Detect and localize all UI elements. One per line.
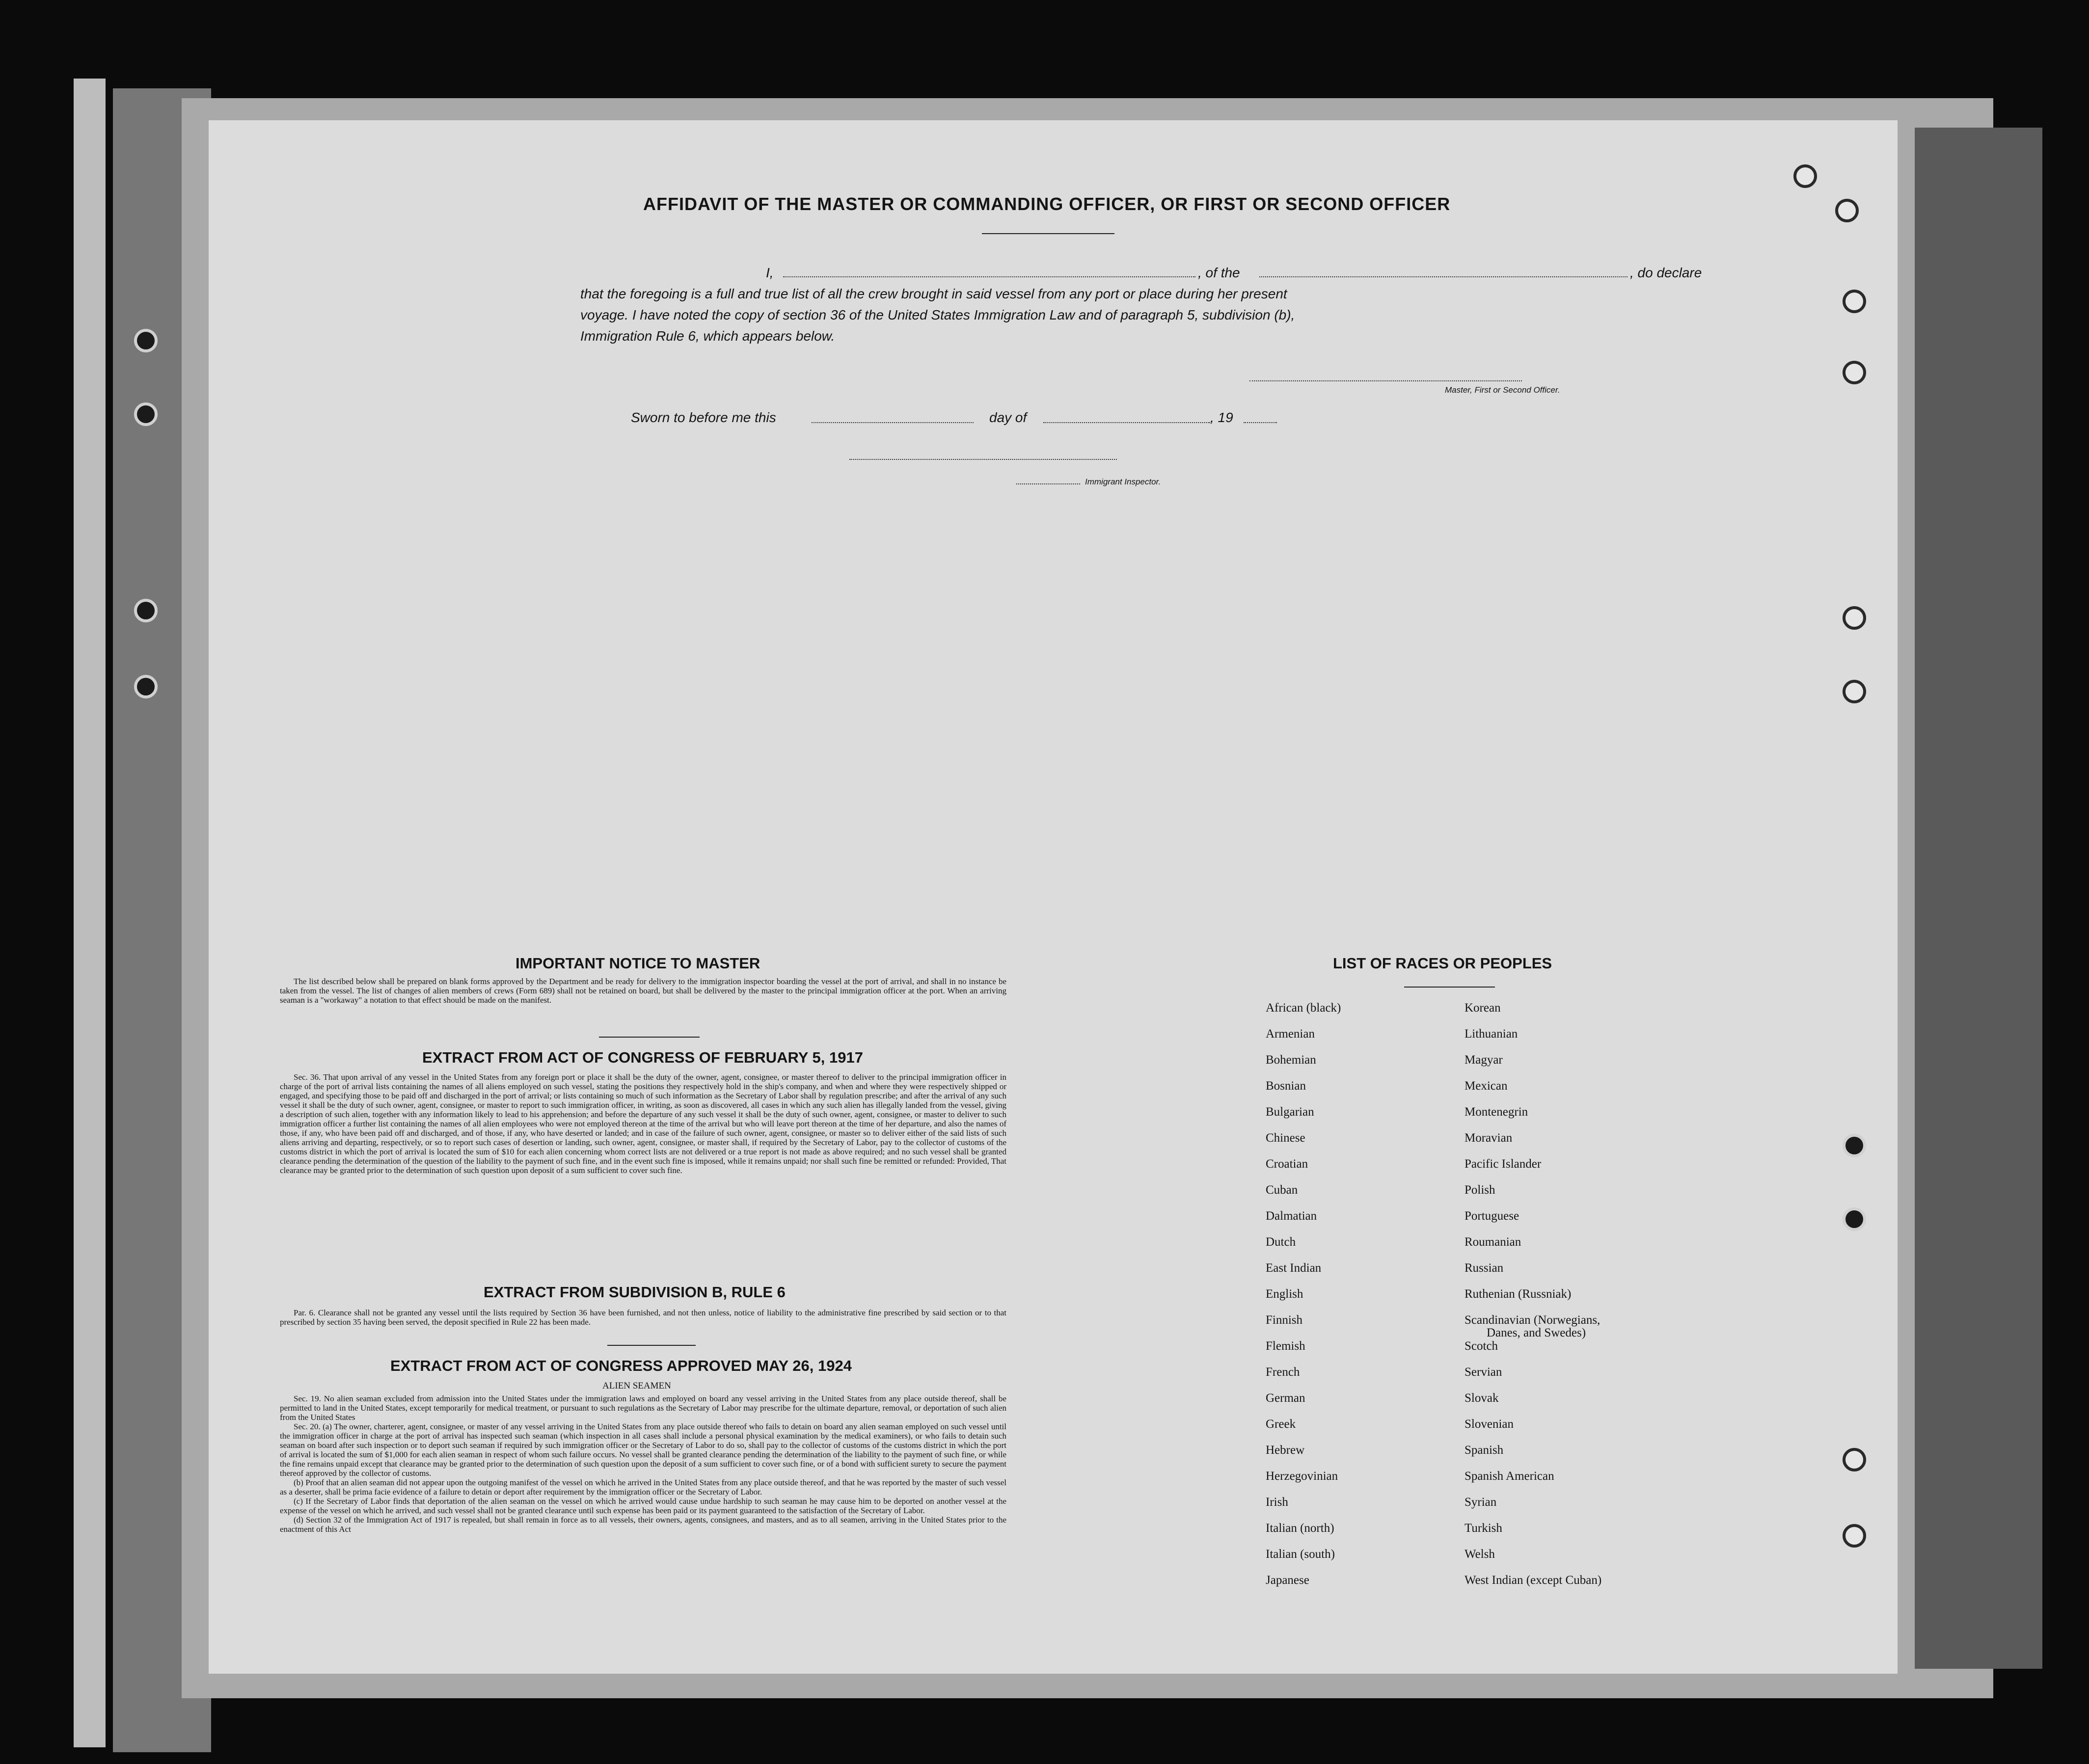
vessel-blank[interactable] xyxy=(1259,276,1628,277)
race-item: Japanese xyxy=(1266,1574,1309,1587)
divider xyxy=(982,233,1114,234)
punch-hole xyxy=(1843,1207,1866,1231)
affidavit-line4: Immigration Rule 6, which appears below. xyxy=(580,328,835,344)
race-item: Croatian xyxy=(1266,1157,1308,1171)
race-item: Irish xyxy=(1266,1496,1288,1509)
race-item: East Indian xyxy=(1266,1261,1322,1275)
binder-strip xyxy=(74,79,106,1747)
punch-hole xyxy=(1843,1134,1866,1157)
race-item: Scotch xyxy=(1465,1339,1498,1353)
punch-hole xyxy=(1843,290,1866,313)
divider xyxy=(1404,987,1495,988)
act1924-sec19: Sec. 19. No alien seaman excluded from admission into the United States under the immigration laws and employed on board any vessel arriving in the United States from any place outside thereof, shall be permitted to land in the United States, except temporarily for medical treatment, or pursuant to such regulations as the Secretary of Labor may prescribe for the ultimate departure, removal, or deportation of such alien from the United States xyxy=(280,1394,1006,1422)
race-item: Italian (north) xyxy=(1266,1522,1334,1535)
subdivision-b-text xyxy=(280,1308,1006,1327)
race-item: English xyxy=(1266,1287,1303,1301)
act1917-paragraph: Sec. 36. That upon arrival of any vessel in the United States from any foreign port or place it shall be the duty of the owner, agent, consignee, or master thereof to deliver to the principal immigration officer in charge of the port of arrival lists containing the names of all aliens employed on such vessel, stating the positions they respectively hold in the ship's company, and when and where they were respectively shipped or engaged, and specifying those to be paid off and discharged in the port of arrival; or lists containing so much of such information as the Secretary of Labor shall by regulation prescribe; and after the arrival of any such vessel it shall be the duty of such owner, agent, consignee, or master to report to such immigration officer, in writing, as soon as discovered, all cases in which any such alien has illegally landed from the vessel, giving a description of such alien, together with any information likely to lead to his apprehension; and before the departure of any such vessel it shall be the duty of such owner, agent, consignee, or master to deliver to such immigration officer a further list containing the names of all alien employees who were not employed thereon at the time of the arrival but who will leave port thereon at the time of her departure, and also the names of those, if any, who have been paid off and discharged, and of those, if any, who have deserted or landed; and in case of the failure of such owner, agent, consignee, or master so to deliver either of the said lists of such aliens arriving and departing, respectively, or so to report such cases of desertion or landing, such owner, agent, consignee, or master shall, if required by the Secretary of Labor, pay to the collector of customs of the customs district in which the port of arrival is located the sum of $10 for each alien concerning whom correct lists are not delivered or a true report is not made as above required; and no such vessel shall be granted clearance pending the determination of the question of the liability to the payment of such fine, and in the event such fine is imposed, while it remains unpaid; nor shall such fine be remitted or refunded: Provided, That clearance may be granted prior to the determination of such question upon deposit of a sum sufficient to cover such fine. xyxy=(280,1072,1006,1175)
notice-text xyxy=(280,977,1006,1005)
race-item: Pacific Islander xyxy=(1465,1157,1542,1171)
race-item: Slovak xyxy=(1465,1391,1499,1405)
manifest-page xyxy=(209,120,1898,1674)
race-item: Polish xyxy=(1465,1183,1495,1197)
inspector-caption: Immigrant Inspector. xyxy=(1085,477,1161,486)
inspector-blank-short xyxy=(1016,483,1080,484)
punch-hole xyxy=(1843,680,1866,703)
year-blank[interactable] xyxy=(1244,422,1277,423)
binder-hole xyxy=(134,599,158,622)
race-item: German xyxy=(1266,1391,1305,1405)
affidavit-of-the: , of the xyxy=(1198,265,1240,280)
binder-hole xyxy=(134,329,158,352)
race-item: West Indian (except Cuban) xyxy=(1465,1574,1602,1587)
race-item: Hebrew xyxy=(1266,1443,1305,1457)
race-item: Syrian xyxy=(1465,1496,1497,1509)
race-item: Bulgarian xyxy=(1266,1105,1314,1119)
race-item: Chinese xyxy=(1266,1131,1305,1145)
race-item: Slovenian xyxy=(1465,1417,1514,1431)
punch-hole xyxy=(1793,164,1817,188)
affidavit-line2: that the foregoing is a full and true list of all the crew brought in said vessel from any port or place during her present xyxy=(580,286,1287,301)
act1917-text xyxy=(280,1072,1006,1175)
race-item: Herzegovinian xyxy=(1266,1470,1338,1483)
race-item: Turkish xyxy=(1465,1522,1502,1535)
affidavit-do-declare: , do declare xyxy=(1630,265,1702,280)
race-item: Scandinavian (Norwegians, xyxy=(1465,1313,1601,1327)
sworn-prefix: Sworn to before me this xyxy=(631,410,776,425)
race-item: Lithuanian xyxy=(1465,1027,1518,1041)
act1924-sec20d: (d) Section 32 of the Immigration Act of 1917 is repealed, but shall remain in force as to all vessels, their owners, agents, consignees, and masters, and as to all seamen, arriving in the United States prior to the enactment of this Act xyxy=(280,1515,1006,1534)
month-blank[interactable] xyxy=(1043,422,1210,423)
race-item: Montenegrin xyxy=(1465,1105,1528,1119)
punch-hole xyxy=(1835,199,1859,222)
race-item: Roumanian xyxy=(1465,1235,1521,1249)
sworn-day-of: day of xyxy=(989,410,1027,425)
race-item: Mexican xyxy=(1465,1079,1508,1093)
race-item: Italian (south) xyxy=(1266,1548,1335,1561)
punch-hole xyxy=(1843,361,1866,384)
signature-blank[interactable] xyxy=(1249,380,1522,381)
punch-hole xyxy=(1843,1524,1866,1548)
binder-hole xyxy=(134,402,158,426)
race-item: Spanish xyxy=(1465,1443,1504,1457)
notice-title: IMPORTANT NOTICE TO MASTER xyxy=(515,955,760,972)
signature-caption: Master, First or Second Officer. xyxy=(1445,385,1560,395)
act1917-title: EXTRACT FROM ACT OF CONGRESS OF FEBRUARY 5, 1917 xyxy=(422,1049,863,1066)
notice-paragraph: The list described below shall be prepared on blank forms approved by the Department and be ready for delivery to the immigration inspector boarding the vessel at the port of arrival, and shall in no instance be taken from the vessel. The list of changes of alien members of crews (Form 689) shall not be retained on board, but shall be delivered by the master to the principal immigration officer at the port. When an arriving seaman is a "workaway" a notation to that effect should be made on the manifest. xyxy=(280,977,1006,1005)
act1924-sec20a: Sec. 20. (a) The owner, charterer, agent, consignee, or master of any vessel arriving in the United States from any place outside thereof who fails to detain on board any alien seaman employed on such vessel until the immigration officer in charge at the port of arrival has inspected such seaman (which inspection in all cases shall include a personal physical examination by the medical examiners), or who fails to detain such seaman on board after such inspection or to deport such seaman if required by such immigration officer or the Secretary of Labor to do so, shall pay to the collector of customs of the customs district in which the port of arrival is located the sum of $1,000 for each alien seaman in respect of whom such failure occurs. No vessel shall be granted clearance pending the determination of the liability to the payment of such fine, or while the fine remains unpaid except that clearance may be granted prior to the determination of such question upon the deposit of a sum sufficient to cover such fine, or of a bond with sufficient surety to secure the payment thereof approved by the collector of customs. xyxy=(280,1422,1006,1478)
affidavit-title: AFFIDAVIT OF THE MASTER OR COMMANDING OFFICER, OR FIRST OR SECOND OFFICER xyxy=(643,194,1451,214)
race-item: Spanish American xyxy=(1465,1470,1554,1483)
race-item: French xyxy=(1266,1365,1300,1379)
sworn-year: , 19 xyxy=(1210,410,1233,425)
act1924-subtitle: ALIEN SEAMEN xyxy=(602,1381,671,1391)
race-item-continuation: Danes, and Swedes) xyxy=(1487,1326,1586,1339)
race-item: Finnish xyxy=(1266,1313,1303,1327)
race-item: Dutch xyxy=(1266,1235,1296,1249)
race-item: Dalmatian xyxy=(1266,1209,1317,1223)
race-item: Cuban xyxy=(1266,1183,1298,1197)
race-item: Greek xyxy=(1266,1417,1296,1431)
affidavit-line3: voyage. I have noted the copy of section 36 of the United States Immigration Law and of paragraph 5, subdivision (b), xyxy=(580,307,1295,322)
punch-hole xyxy=(1843,1448,1866,1471)
races-title: LIST OF RACES OR PEOPLES xyxy=(1333,955,1552,972)
page-shadow xyxy=(1915,128,2042,1669)
act1924-title: EXTRACT FROM ACT OF CONGRESS APPROVED MAY 26, 1924 xyxy=(390,1357,852,1374)
day-blank[interactable] xyxy=(812,422,974,423)
race-item: Welsh xyxy=(1465,1548,1495,1561)
act1924-sec20c: (c) If the Secretary of Labor finds that deportation of the alien seaman on the vessel on which he arrived would cause undue hardship to such seaman he may cause him to be deported on another vessel at the expense of the vessel on which he arrived, and such vessel shall not be granted clearance until such expense has been paid or its payment guaranteed to the satisfaction of the Secretary of Labor. xyxy=(280,1497,1006,1515)
race-item: Magyar xyxy=(1465,1053,1503,1067)
name-blank[interactable] xyxy=(783,276,1195,277)
subdivision-b-paragraph: Par. 6. Clearance shall not be granted any vessel until the lists required by Section 36 have been furnished, and not then unless, notice of liability to the administrative fine prescribed by said section or to that prescribed by section 35 having been served, the deposit specified in Rule 22 has been made. xyxy=(280,1308,1006,1327)
race-item: Ruthenian (Russniak) xyxy=(1465,1287,1572,1301)
race-item: Servian xyxy=(1465,1365,1502,1379)
race-item: Bosnian xyxy=(1266,1079,1306,1093)
race-item: Armenian xyxy=(1266,1027,1315,1041)
race-item: Flemish xyxy=(1266,1339,1305,1353)
binder-hole xyxy=(134,675,158,698)
subdivision-b-title: EXTRACT FROM SUBDIVISION B, RULE 6 xyxy=(484,1283,786,1301)
divider xyxy=(607,1345,696,1346)
act1924-sec20b: (b) Proof that an alien seaman did not appear upon the outgoing manifest of the vessel on which he arrived in the United States from any place outside thereof, and that he was reported by the master of such vessel as a deserter, shall be prima facie evidence of a failure to detain or deport after requirement by the immigration officer or the Secretary of Labor. xyxy=(280,1478,1006,1497)
race-item: Bohemian xyxy=(1266,1053,1316,1067)
race-item: Moravian xyxy=(1465,1131,1513,1145)
race-item: Portuguese xyxy=(1465,1209,1519,1223)
act1924-text xyxy=(280,1394,1006,1534)
race-item: Korean xyxy=(1465,1001,1501,1015)
punch-hole xyxy=(1843,606,1866,630)
inspector-blank[interactable] xyxy=(849,459,1117,460)
race-item: African (black) xyxy=(1266,1001,1341,1015)
divider xyxy=(599,1037,700,1038)
race-item: Russian xyxy=(1465,1261,1504,1275)
affidavit-i: I, xyxy=(766,265,774,280)
